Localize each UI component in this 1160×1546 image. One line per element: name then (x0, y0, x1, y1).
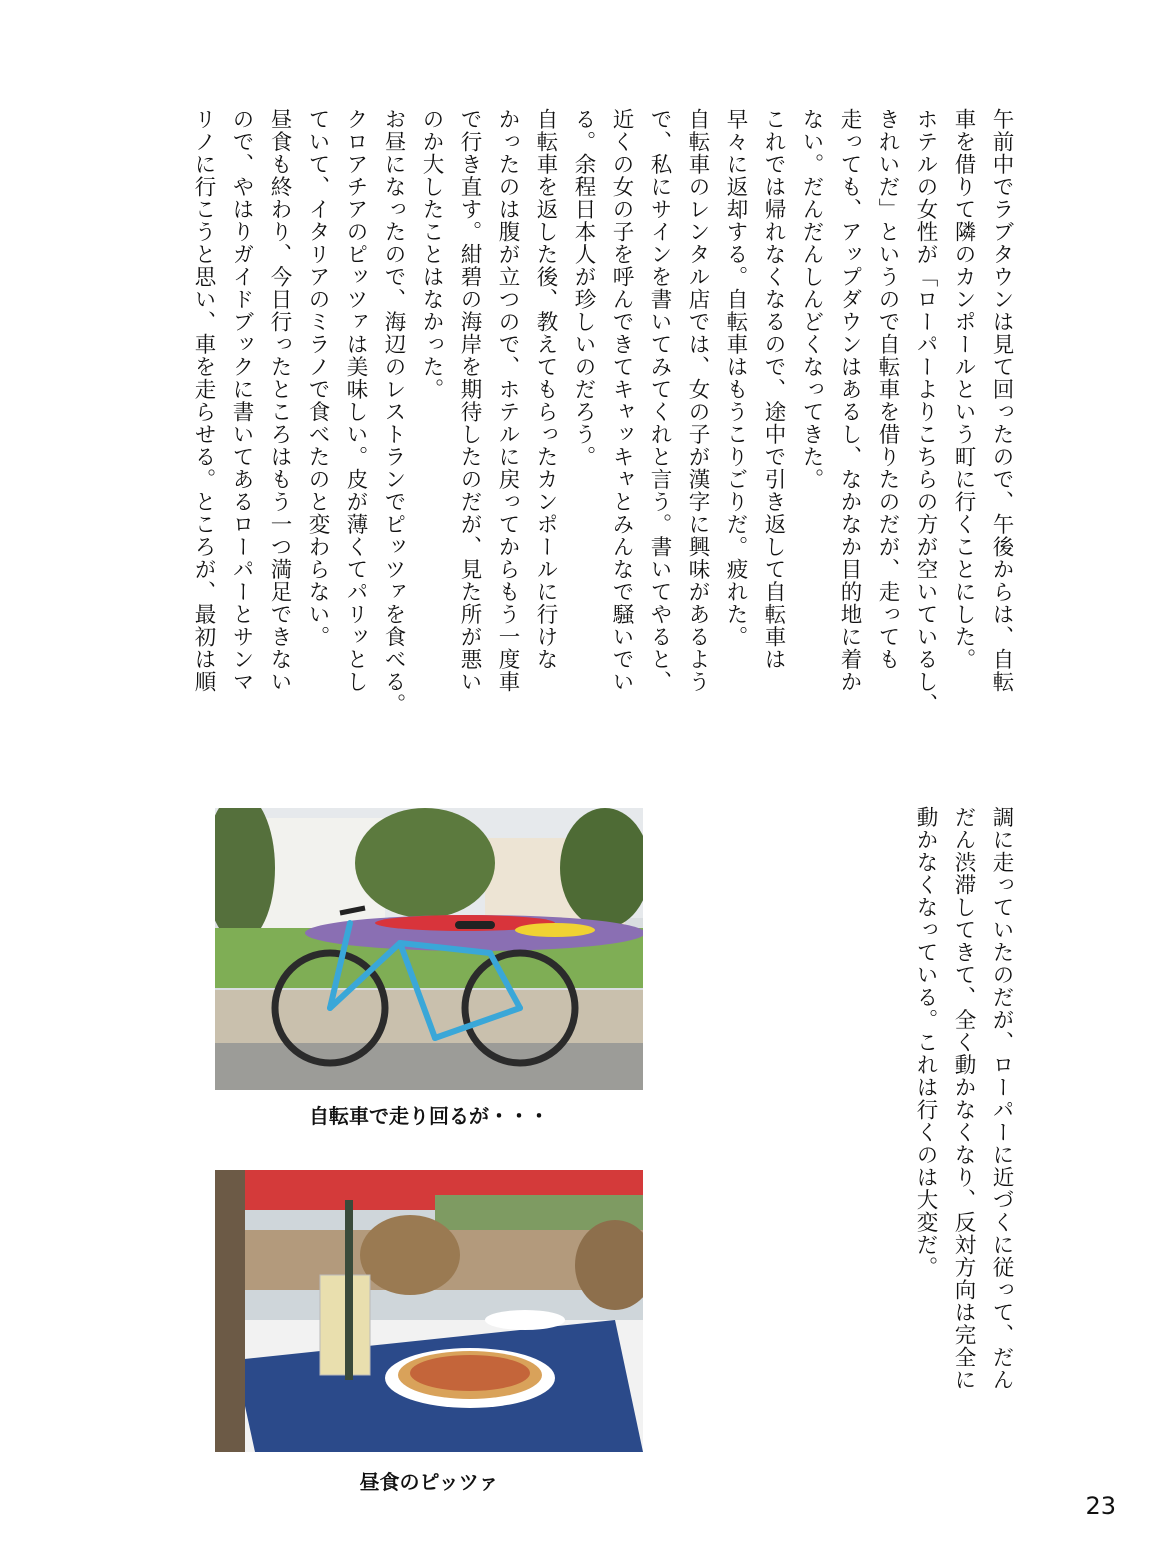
pizza-photo (215, 1170, 643, 1452)
bicycle-photo (215, 808, 643, 1090)
bicycle-caption: 自転車で走り回るが・・・ (309, 1104, 549, 1128)
continued-body-text: 調に走っていたのだが、ローパーに近づくに従って、だん だん渋滞してきて、全く動かなくなり、反対方向は完全に 動かなくなっている。これは行くのは大変だ。 (913, 806, 1014, 1391)
page-number: 23 (1085, 1492, 1116, 1520)
main-body-text: 午前中でラブタウンは見て回ったので、午後からは、自転 車を借りて隣のカンポールという町に行くことにした。 ホテルの女性が「ローパーよりこちらの方が空いているし、 きれいだ」というので自転車を借りたのだが、走っても 走っても、アップダウンはあるし、なかなか目的地に着か ない。だんだんしんどくなってきた。 これでは帰れなくなるので、途中で引き返して自転車は 早々に返却する。自転車はもうこりごりだ。疲れた。 自転車のレンタル店では、女の子が漢字に興味があるよう で、私にサインを書いてみてくれと言う。書いてやると、 近くの女の子を呼んできてキャッキャとみんなで騒いでい る。余程日本人が珍しいのだろう。 自転車を返した後、教えてもらったカンポールに行けな かったのは腹が立つので、ホテルに戻ってからもう一度車 で行き直す。紺碧の海岸を期待したのだが、見た所が悪い のか大したことはなかった。 お昼になったので、海辺のレストランでピッツァを食べる。 クロアチアのピッツァは美味しい。皮が薄くてパリッとし ていて、イタリアのミラノで食べたのと変わらない。 昼食も終わり、今日行ったところはもう一つ満足できない ので、やはりガイドブックに書いてあるローパーとサンマ リノに行こうと思い、車を走らせる。ところが、最初は順 (191, 108, 1014, 716)
pizza-caption: 昼食のピッツァ (359, 1470, 499, 1494)
